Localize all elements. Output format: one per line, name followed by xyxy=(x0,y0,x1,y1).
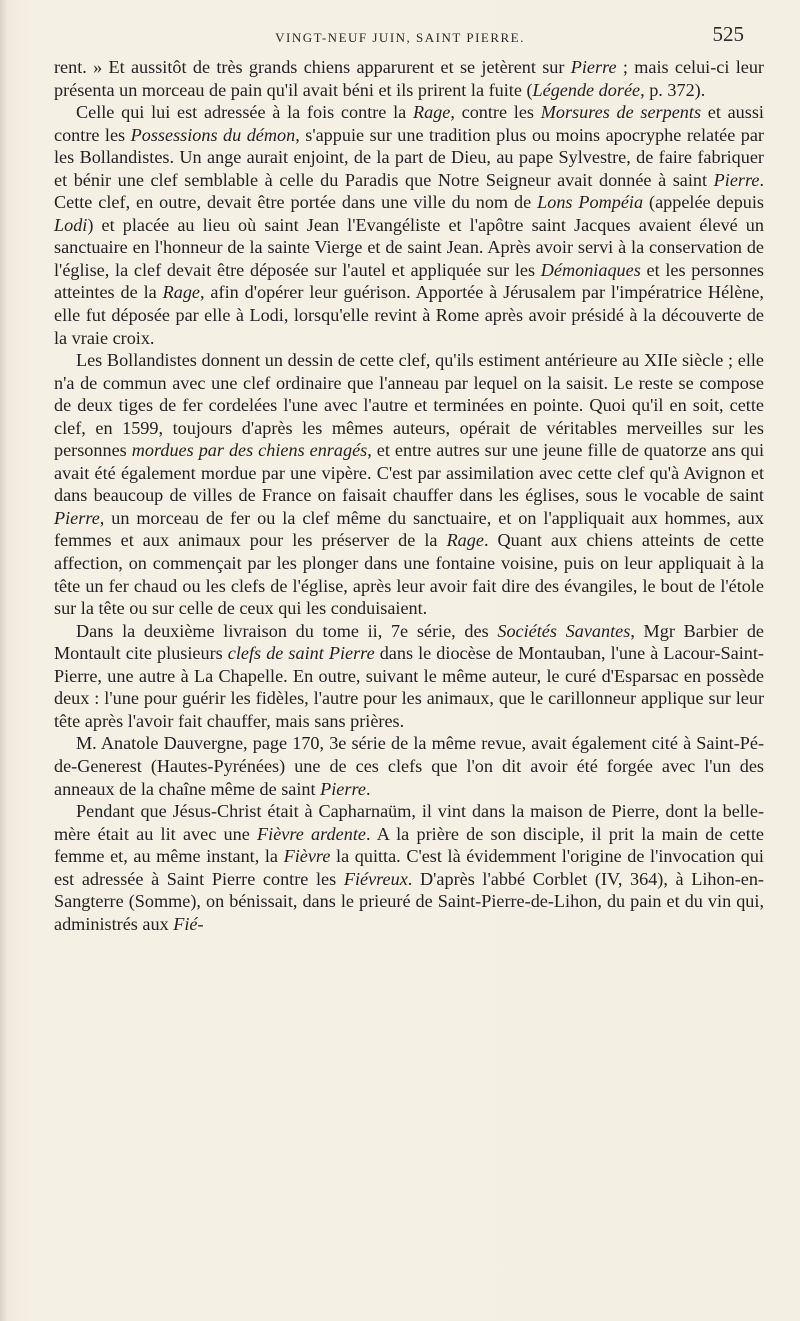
paragraph xyxy=(54,56,764,101)
text-run: et aussi contre les xyxy=(54,102,764,145)
text-run: , un morceau de fer ou la clef même du sanctuaire, et on l'appliquait aux hommes, aux femmes et aux animaux pour les préserver de la xyxy=(54,507,764,551)
text-run: rent. » Et aussitôt de très grands chiens apparurent et se jetèrent sur xyxy=(54,57,571,77)
text-run: et les personnes atteintes de la xyxy=(54,259,765,303)
page-header xyxy=(0,22,800,52)
italic-text: Fiévreux xyxy=(343,868,408,889)
paragraph xyxy=(54,732,764,800)
text-run: . D'après l'abbé Corblet (IV, 364), à Lihon-en-Sangterre (Somme), on bénissait, dans le prieuré de Saint-Pierre-de-Lihon, du pain et du vin qui, administrés aux xyxy=(54,868,764,934)
italic-text: Possessions du démon xyxy=(130,124,296,145)
page-number: 525 xyxy=(712,22,744,46)
italic-text: clefs de saint Pierre xyxy=(227,643,375,664)
italic-text: Sociétés Savantes xyxy=(497,620,631,641)
italic-text: Démoniaques xyxy=(540,259,641,280)
italic-text: Légende dorée xyxy=(532,79,641,100)
text-run: , s'appuie sur une tradition plus ou moins apocryphe relatée par les Bollandistes. Un ange aurait enjoint, de la part de Dieu, au pape Sylvestre, de faire fabriquer et bénir une clef semblable à celle du Paradis que Notre Seigneur avait donnée à saint xyxy=(54,124,764,190)
italic-text: Fié- xyxy=(173,913,204,934)
italic-text: Pierre xyxy=(320,778,366,799)
italic-text: Rage xyxy=(412,102,451,123)
body-text xyxy=(54,56,764,935)
italic-text: Pierre xyxy=(570,57,617,77)
italic-text: Lons Pompéia xyxy=(537,192,644,213)
paragraph xyxy=(54,101,764,349)
text-run: Dans la deuxième livraison du tome ii, 7e série, des xyxy=(76,620,498,641)
text-run: . A la prière de son disciple, il prit la main de cette femme et, au même instant, la xyxy=(54,823,764,867)
text-run: , et entre autres sur une jeune fille de quatorze ans qui avait été également mordue par une vipère. C'est par assimilation avec cette clef qu'à Avignon et dans beaucoup de villes de France on faisait chauffer dans les églises, sous le vocable de saint xyxy=(54,440,765,506)
text-run: Pendant que Jésus-Christ était à Capharnaüm, il vint dans la maison de Pierre, dont la belle-mère était au lit avec une xyxy=(54,801,764,844)
text-run: (appelée depuis xyxy=(643,192,765,213)
text-run: M. Anatole Dauvergne, page 170, 3e série de la même revue, avait également cité à Saint-Pé-de-Generest (Hautes-Pyrénées) une de ces clefs que l'on dit avoir été forgée avec l'un des anneaux de la chaîne même de saint xyxy=(54,733,764,799)
italic-text: Pierre xyxy=(713,169,760,190)
italic-text: Pierre xyxy=(54,507,100,528)
paragraph xyxy=(54,620,764,733)
text-run: , Mgr Barbier de Montault cite plusieurs xyxy=(54,620,764,664)
italic-text: Fièvre ardente xyxy=(257,823,366,844)
text-run: Les Bollandistes donnent un dessin de cette clef, qu'ils estiment antérieure au XIIe siècle ; elle n'a de commun avec une clef ordinaire que l'anneau par lequel on la saisit. Le reste se compose de deux tiges de fer cordelées l'une avec l'autre et terminées en pointe. Quoi qu'il en soit, cette clef, en 1599, toujours d'après les mêmes auteurs, opérait de véritables merveilles sur les personnes xyxy=(54,350,764,461)
paragraph xyxy=(54,349,764,620)
running-head: VINGT-NEUF JUIN, SAINT PIERRE. xyxy=(275,30,525,45)
paragraph xyxy=(54,800,764,935)
text-run: , contre les xyxy=(450,102,541,123)
text-run: dans le diocèse de Montauban, l'une à Lacour-Saint-Pierre, une autre à La Chapelle. En outre, suivant le même auteur, le curé d'Esparsac en possède deux : l'une pour guérir les fidèles, l'autre pour les animaux, que le carillonneur applique sur leur tête après l'avoir fait chauffer, mais sans prières. xyxy=(54,643,764,731)
italic-text: Lodi xyxy=(54,214,88,235)
text-run: ) et placée au lieu où saint Jean l'Evangéliste et l'apôtre saint Jacques avaient élevé un sanctuaire en l'honneur de la sainte Vierge et de saint Jean. Après avoir servi à la conservation de l'église, la clef devait être déposée sur l'autel et appliquée sur les xyxy=(54,214,764,280)
text-run: la quitta. C'est là évidemment l'origine de l'invocation qui est adressée à Saint Pierre contre les xyxy=(54,846,764,889)
text-run: . xyxy=(365,778,371,799)
italic-text: Rage xyxy=(162,282,200,303)
text-run: , afin d'opérer leur guérison. Apportée à Jérusalem par l'impératrice Hélène, elle fut déposée par elle à Lodi, lorsqu'elle revint à Rome après avoir présidé à la découverte de la vraie croix. xyxy=(54,282,764,348)
text-run: Celle qui lui est adressée à la fois contre la xyxy=(76,102,413,123)
text-run: ; mais celui-ci leur présenta un morceau de pain qu'il avait béni et ils prirent la fuite ( xyxy=(54,57,764,100)
text-run: . Quant aux chiens atteints de cette affection, on commençait par les plonger dans une fontaine voisine, puis on leur appliquait à la tête un fer chaud ou les clefs de l'église, après leur avoir fait dire des évangiles, le bout de l'étole sur la tête ou sur celle de ceux qui les conduisaient. xyxy=(54,530,764,619)
italic-text: Morsures de serpents xyxy=(540,102,702,123)
text-run: , p. 372). xyxy=(640,79,706,100)
italic-text: Rage xyxy=(446,530,484,551)
text-run: . Cette clef, en outre, devait être portée dans une ville du nom de xyxy=(54,169,764,213)
italic-text: Fièvre xyxy=(283,846,331,867)
italic-text: mordues par des chiens enragés xyxy=(131,440,368,461)
